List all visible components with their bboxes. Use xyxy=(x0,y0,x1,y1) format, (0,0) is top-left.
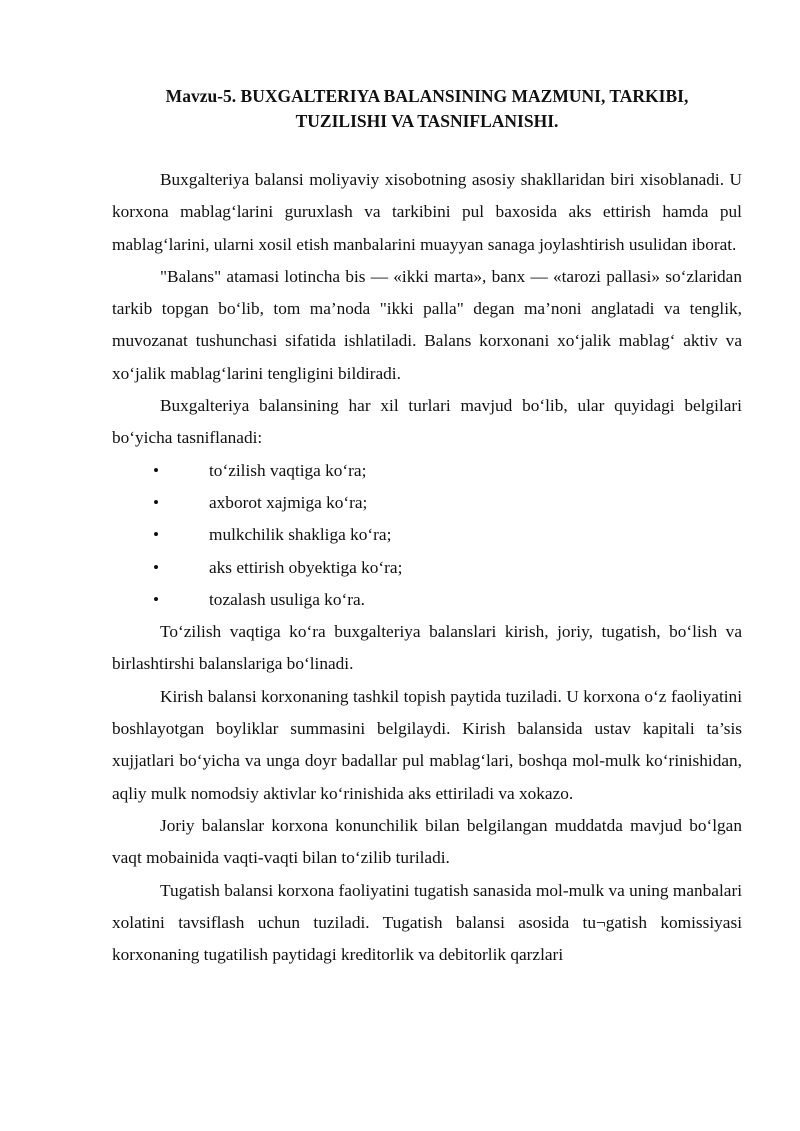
list-item-text: to‘zilish vaqtiga ko‘ra; xyxy=(209,460,367,480)
list-item-text: aks ettirish obyektiga ko‘ra; xyxy=(209,557,403,577)
document-body xyxy=(112,164,742,971)
classification-list xyxy=(112,455,742,616)
bullet-icon: • xyxy=(153,492,160,512)
title-line-1: Mavzu-5. BUXGALTERIYA BALANSINING MAZMUNI, TARKIBI, xyxy=(165,86,689,106)
title-line-2: TUZILISHI VA TASNIFLANISHI. xyxy=(295,111,559,131)
list-item-text: tozalash usuliga ko‘ra. xyxy=(209,589,365,609)
bullet-icon: • xyxy=(153,460,160,480)
paragraph: "Balans" atamasi lotincha bis — «ikki marta», banx — «tarozi pallasi» so‘zlaridan tarkib topgan bo‘lib, tom ma’noda "ikki palla" degan ma’noni anglatadi va tenglik, muvozanat tushunchasi sifatida ishlatiladi. Balans korxonani xo‘jalik mablag‘ aktiv va xo‘jalik mablag‘larini tengligini bildiradi. xyxy=(112,266,742,383)
paragraph: Kirish balansi korxonaning tashkil topish paytida tuziladi. U korxona o‘z faoliyatini boshlayotgan boyliklar summasini belgilaydi. Kirish balansida ustav kapitali ta’sis xujjatlari bo‘yicha va unga doyr badallar pul mablag‘lari, boshqa mol-mulk ko‘rinishidan, aqliy mulk nomodsiy aktivlar ko‘rinishida aks ettiriladi va xokazo. xyxy=(112,686,742,803)
bullet-icon: • xyxy=(153,589,160,609)
bullet-icon: • xyxy=(153,525,160,545)
list-item xyxy=(112,487,742,519)
paragraph: To‘zilish vaqtiga ko‘ra buxgalteriya balanslari kirish, joriy, tugatish, bo‘lish va birlashtirshi balanslariga bo‘linadi. xyxy=(112,622,742,674)
paragraph: Buxgalteriya balansi moliyaviy xisobotning asosiy shakllaridan biri xisoblanadi. U korxona mablag‘larini guruxlash va tarkibini pul baxosida aks ettirish hamda pul mablag‘larini, ularni xosil etish manbalarini muayyan sanaga joylashtirish usulidan iborat. xyxy=(112,170,742,254)
paragraph: Joriy balanslar korxona konunchilik bilan belgilangan muddatda mavjud bo‘lgan vaqt mobainida vaqti-vaqti bilan to‘zilib turiladi. xyxy=(112,815,742,868)
list-item xyxy=(112,455,742,487)
list-item xyxy=(112,584,742,616)
bullet-icon: • xyxy=(153,557,160,577)
paragraph: Tugatish balansi korxona faoliyatini tugatish sanasida mol-mulk va uning manbalari xolatini tavsiflash uchun tuziladi. Tugatish balansi asosida tu¬gatish komissiyasi korxonaning tugatilish paytidagi kreditorlik va debitorlik qarzlari xyxy=(112,880,742,965)
page-title xyxy=(112,84,742,134)
list-item xyxy=(112,519,742,551)
paragraph: Buxgalteriya balansining har xil turlari mavjud bo‘lib, ular quyidagi belgilari bo‘yicha tasniflanadi: xyxy=(112,396,742,448)
list-item xyxy=(112,552,742,584)
list-item-text: mulkchilik shakliga ko‘ra; xyxy=(209,525,392,545)
list-item-text: axborot xajmiga ko‘ra; xyxy=(209,492,368,512)
